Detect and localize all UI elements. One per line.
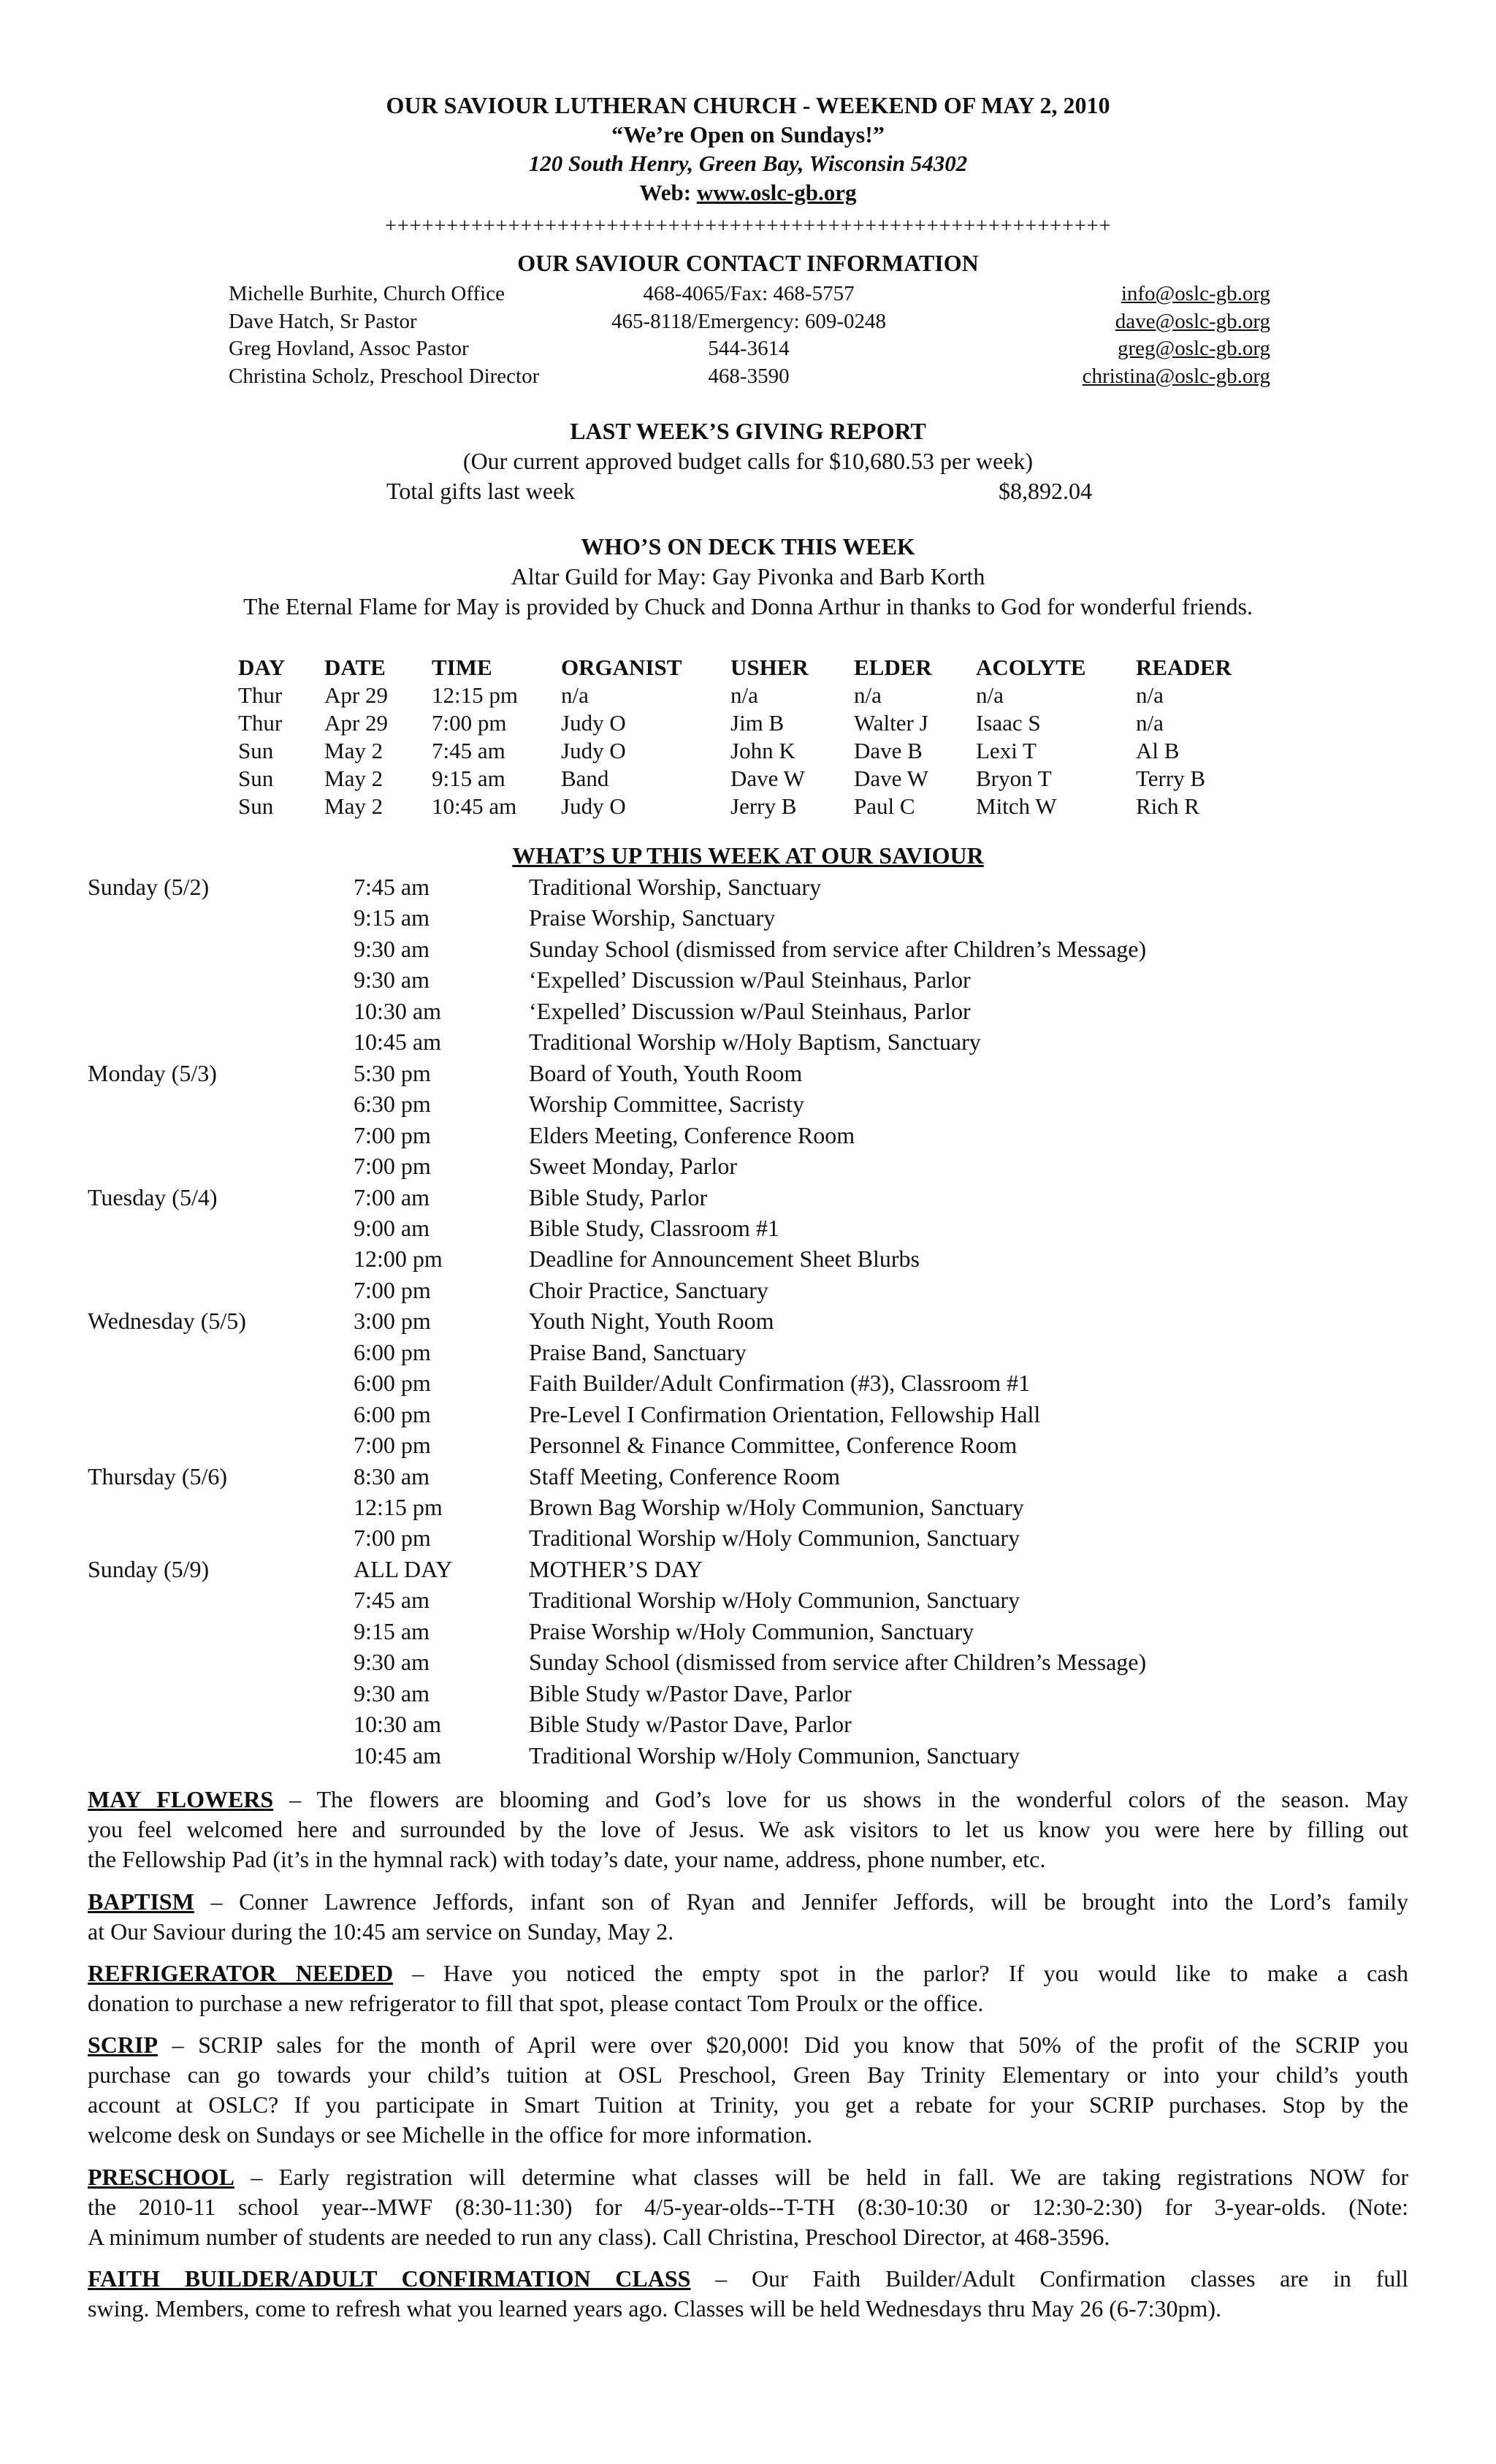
announcement-line [88,1887,1408,1917]
announcement-line [88,1988,1408,2018]
contact-name: Greg Hovland, Assoc Pastor [229,337,469,360]
contact-email-link[interactable]: christina@oslc-gb.org [1082,364,1270,388]
schedule-cell: Thur [238,682,283,708]
event-time: 6:00 pm [354,1338,431,1365]
announcement [88,1785,1408,1874]
event-description: Choir Practice, Sanctuary [529,1276,768,1303]
event-description: Traditional Worship, Sanctuary [529,874,822,900]
event-description: Sunday School (dismissed from service after Children’s Message) [529,1649,1147,1676]
schedule-cell: May 2 [324,738,383,763]
schedule-cell: n/a [730,682,758,708]
event-time: 9:30 am [354,1649,430,1676]
event-day: Tuesday (5/4) [88,1183,218,1210]
schedule-cell: Bryon T [976,766,1052,791]
announcement-text: donation to purchase a new refrigerator to fill that spot, please contact Tom Proulx or the office. [88,1990,984,2016]
event-time: 9:30 am [354,935,430,962]
schedule-cell: n/a [976,682,1004,708]
schedule-cell: Isaac S [976,710,1041,736]
event-time: 6:00 pm [354,1400,431,1427]
event-description: Bible Study w/Pastor Dave, Parlor [529,1711,852,1738]
contact-phone: 465-8118/Emergency: 609-0248 [611,309,887,333]
announcement-text: purchase can go towards your child’s tuition at OSL Preschool, Green Bay Trinity Elementary or into your child’s youth [88,2061,1408,2088]
event-description: Personnel & Finance Committee, Conference Room [529,1432,1018,1459]
announcement [88,2264,1408,2324]
announcement-line [88,2222,1408,2252]
schedule-column-header: DAY [238,655,286,680]
schedule-cell: n/a [1136,682,1164,708]
announcement-text: Early registration will determine what classes will be held in fall. We are taking registrations NOW for [278,2164,1408,2190]
event-description: Sunday School (dismissed from service after Children’s Message) [529,935,1147,962]
announcement [88,2162,1408,2252]
announcement-heading: MAY FLOWERS [88,1786,274,1812]
event-time: 5:30 pm [354,1059,431,1086]
schedule-cell: 9:15 am [432,766,505,791]
schedule-row [238,709,1232,737]
event-time: 7:00 pm [354,1121,431,1148]
announcement-text: the Fellowship Pad (it’s in the hymnal rack) with today’s date, your name, address, phone number, etc. [88,1846,1046,1872]
announcement-line [88,1785,1408,1815]
schedule-row [238,765,1232,793]
bulletin-title: OUR SAVIOUR LUTHERAN CHURCH - WEEKEND OF MAY 2, 2010 [386,92,1110,118]
web-label: Web: [639,180,697,205]
deck-heading: WHO’S ON DECK THIS WEEK [581,533,915,560]
contact-heading: OUR SAVIOUR CONTACT INFORMATION [517,250,979,276]
announcement-line [88,1917,1408,1947]
announcement-heading: REFRIGERATOR NEEDED [88,1960,394,1986]
schedule-cell: John K [730,738,795,763]
schedule-cell: May 2 [324,766,383,791]
schedule-cell: Paul C [854,793,915,819]
schedule-cell: Judy O [561,793,626,819]
announcement-line [88,2264,1408,2294]
event-description: ‘Expelled’ Discussion w/Paul Steinhaus, Parlor [529,997,971,1024]
schedule-cell: Band [561,766,609,791]
contact-phone: 468-4065/Fax: 468-5757 [643,282,855,305]
announcement-heading: PRESCHOOL [88,2164,234,2190]
total-gifts-value: $8,892.04 [999,478,1092,504]
announcement-separator: – [273,1786,317,1812]
schedule-cell: Jerry B [730,793,797,819]
event-description: Worship Committee, Sacristy [529,1091,804,1118]
schedule-cell: Thur [238,710,283,736]
schedule-column-header: ELDER [854,655,932,680]
website-line [0,178,1496,207]
event-time: 10:45 am [354,1742,441,1769]
event-description: Traditional Worship w/Holy Communion, Sanctuary [529,1525,1020,1552]
announcement-text: welcome desk on Sundays or see Michelle in the office for more information. [88,2121,813,2148]
announcement-separator: – [194,1888,240,1915]
announcement-line [88,2120,1408,2150]
announcement-text: swing. Members, come to refresh what you learned years ago. Classes will be held Wednesdays thru May 26 (6-7:30pm). [88,2295,1222,2322]
schedule-row [238,793,1232,820]
schedule-cell: 7:00 pm [432,710,507,736]
event-time: 8:30 am [354,1462,430,1490]
schedule-column-header: ACOLYTE [976,655,1086,680]
volunteer-schedule [238,654,1232,820]
schedule-row [238,737,1232,765]
event-description: Deadline for Announcement Sheet Blurbs [529,1246,920,1273]
schedule-cell: Sun [238,793,274,819]
schedule-cell: Dave W [854,766,928,791]
event-time: 7:00 pm [354,1432,431,1459]
schedule-cell: 7:45 am [432,738,505,763]
contact-phone: 544-3614 [708,337,790,360]
schedule-cell: Dave W [730,766,805,791]
event-time: 7:00 pm [354,1153,431,1180]
schedule-cell: 12:15 pm [432,682,518,708]
event-time: 7:00 am [354,1183,430,1210]
announcement-heading: FAITH BUILDER/ADULT CONFIRMATION CLASS [88,2265,691,2292]
event-time: 9:30 am [354,1679,430,1706]
event-description: Board of Youth, Youth Room [529,1059,803,1086]
contact-name: Dave Hatch, Sr Pastor [229,309,417,333]
event-time: 9:00 am [354,1214,430,1241]
schedule-column-header: READER [1136,655,1232,680]
announcement-line [88,1958,1408,1988]
event-description: Pre-Level I Confirmation Orientation, Fellowship Hall [529,1400,1041,1427]
announcement-line [88,2090,1408,2120]
announcement-text: Conner Lawrence Jeffords, infant son of Ryan and Jennifer Jeffords, will be brought into the Lord’s family [239,1888,1409,1915]
schedule-cell: n/a [1136,710,1164,736]
announcement [88,1887,1408,1947]
schedule-cell: Apr 29 [324,682,388,708]
announcement-text: at Our Saviour during the 10:45 am service on Sunday, May 2. [88,1918,674,1945]
announcement-line [88,1845,1408,1874]
event-time: 7:45 am [354,1587,430,1614]
schedule-cell: 10:45 am [432,793,517,819]
event-time: ALL DAY [354,1555,453,1582]
event-description: ‘Expelled’ Discussion w/Paul Steinhaus, Parlor [529,966,971,993]
announcement-text: Have you noticed the empty spot in the parlor? If you would like to make a cash [443,1960,1409,1986]
event-day: Sunday (5/9) [88,1555,210,1582]
announcement-line [88,1815,1408,1845]
schedule-cell: Sun [238,766,274,791]
announcement-heading: BAPTISM [88,1888,194,1915]
announcement-text: account at OSLC? If you participate in Smart Tuition at Trinity, you get a rebate for your SCRIP purchases. Stop by the [88,2091,1408,2118]
announcement-line [88,2294,1408,2324]
total-gifts-label: Total gifts last week [386,478,576,504]
event-day: Wednesday (5/5) [88,1308,246,1335]
altar-guild: Altar Guild for May: Gay Pivonka and Barb Korth [511,563,985,590]
schedule-cell: n/a [561,682,589,708]
event-time: 6:00 pm [354,1370,431,1397]
schedule-column-header: ORGANIST [561,655,682,680]
contact-email-link[interactable]: dave@oslc-gb.org [1115,309,1270,333]
event-time: 10:30 am [354,1711,441,1738]
schedule-row [238,682,1232,709]
announcement-line [88,2030,1408,2060]
event-description: Traditional Worship w/Holy Communion, Sanctuary [529,1742,1020,1769]
schedule-cell: Walter J [854,710,928,736]
event-description: Bible Study, Parlor [529,1183,708,1210]
announcement-separator: – [393,1960,443,1986]
announcement-separator: – [234,2164,279,2190]
contact-email-link[interactable]: info@oslc-gb.org [1121,282,1270,305]
event-description: Bible Study, Classroom #1 [529,1214,779,1241]
event-description: Brown Bag Worship w/Holy Communion, Sanctuary [529,1494,1024,1520]
announcement-line [88,2060,1408,2090]
schedule-cell: Al B [1136,738,1180,763]
schedule-cell: May 2 [324,793,383,819]
schedule-cell: n/a [854,682,882,708]
event-time: 12:15 pm [354,1494,443,1520]
announcement [88,2030,1408,2150]
schedule-column-header: TIME [432,655,492,680]
event-description: Praise Worship, Sanctuary [529,904,776,931]
event-time: 6:30 pm [354,1091,431,1118]
announcement-line [88,2192,1408,2222]
giving-note: (Our current approved budget calls for $10,680.53 per week) [462,448,1034,474]
schedule-cell: Apr 29 [324,710,388,736]
announcement [88,1958,1408,2018]
event-description: Sweet Monday, Parlor [529,1153,737,1180]
schedule-cell: Lexi T [976,738,1037,763]
schedule-cell: Judy O [561,710,626,736]
announcement-text: you feel welcomed here and surrounded by the love of Jesus. We ask visitors to let us know you were here by filling out [88,1816,1408,1842]
announcement-text: The flowers are blooming and God’s love for us shows in the wonderful colors of the season. May [316,1786,1409,1812]
event-time: 9:30 am [354,966,430,993]
announcement-text: Our Faith Builder/Adult Confirmation classes are in full [751,2265,1409,2292]
event-time: 7:00 pm [354,1525,431,1552]
announcement-text: the 2010-11 school year--MWF (8:30-11:30) for 4/5-year-olds--T-TH (8:30-10:30 or 12:30-2:30) for 3-year-olds. (Note: [88,2194,1408,2220]
announcement-text: SCRIP sales for the month of April were over $20,000! Did you know that 50% of the profit of the SCRIP you [198,2032,1409,2058]
event-description: Bible Study w/Pastor Dave, Parlor [529,1679,852,1706]
announcement-separator: – [158,2032,199,2058]
announcement-text: A minimum number of students are needed to run any class). Call Christina, Preschool Director, at 468-3596. [88,2224,1110,2250]
schedule-cell: Dave B [854,738,923,763]
event-time: 9:15 am [354,1617,430,1644]
schedule-cell: Mitch W [976,793,1057,819]
event-time: 9:15 am [354,904,430,931]
events-heading: WHAT’S UP THIS WEEK AT OUR SAVIOUR [512,842,984,869]
event-description: Praise Band, Sanctuary [529,1338,747,1365]
event-time: 3:00 pm [354,1308,431,1335]
event-day: Sunday (5/2) [88,874,210,900]
announcement-line [88,2162,1408,2192]
schedule-cell: Judy O [561,738,626,763]
event-description: MOTHER’S DAY [529,1555,703,1582]
divider: +++++++++++++++++++++++++++++++++++++++++++++++++++++++++++ [384,214,1112,237]
schedule-header-row [238,654,1232,682]
event-description: Praise Worship w/Holy Communion, Sanctuary [529,1617,974,1644]
contact-phone: 468-3590 [708,364,790,388]
announcement-separator: – [690,2265,752,2292]
event-time: 10:30 am [354,997,441,1024]
event-description: Staff Meeting, Conference Room [529,1462,840,1490]
schedule-cell: Rich R [1136,793,1199,819]
tagline: “We’re Open on Sundays!” [611,121,885,148]
event-time: 7:00 pm [354,1276,431,1303]
schedule-cell: Terry B [1136,766,1206,791]
contact-name: Christina Scholz, Preschool Director [229,364,540,388]
event-time: 12:00 pm [354,1246,443,1273]
schedule-column-header: USHER [730,655,809,680]
event-day: Thursday (5/6) [88,1462,228,1490]
schedule-column-header: DATE [324,655,386,680]
website-link[interactable]: www.oslc-gb.org [696,180,857,205]
contact-name: Michelle Burhite, Church Office [229,282,505,305]
event-description: Traditional Worship w/Holy Communion, Sanctuary [529,1587,1020,1614]
event-day: Monday (5/3) [88,1059,217,1086]
church-address: 120 South Henry, Green Bay, Wisconsin 54302 [528,150,968,176]
schedule-cell: Sun [238,738,274,763]
event-description: Traditional Worship w/Holy Baptism, Sanctuary [529,1029,981,1056]
contact-email-link[interactable]: greg@oslc-gb.org [1118,337,1270,360]
giving-heading: LAST WEEK’S GIVING REPORT [570,418,926,444]
event-time: 7:45 am [354,874,430,900]
announcement-heading: SCRIP [88,2032,159,2058]
event-time: 10:45 am [354,1029,441,1056]
eternal-flame: The Eternal Flame for May is provided by Chuck and Donna Arthur in thanks to God for wonderful friends. [243,593,1253,619]
event-description: Elders Meeting, Conference Room [529,1121,855,1148]
event-description: Youth Night, Youth Room [529,1308,774,1335]
event-description: Faith Builder/Adult Confirmation (#3), Classroom #1 [529,1370,1031,1397]
schedule-cell: Jim B [730,710,785,736]
